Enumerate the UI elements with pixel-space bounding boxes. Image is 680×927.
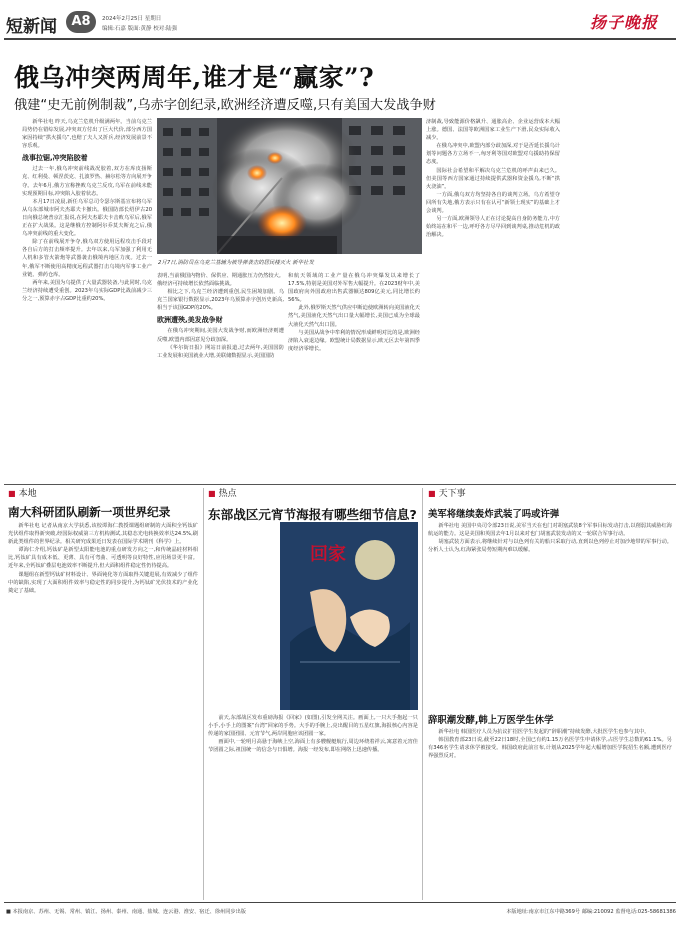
- paragraph: 本月17日凌晨,新任乌军总司令瑟尔斯基宣布将乌军从乌东部城市阿夫杰耶夫卡撤出。俄国防部长绍伊古20日向俄总统普京汇报说,在阿夫杰耶夫卡击败乌军后,俄军正在扩大战果。这是继俄方控制阿尔乔莫夫斯克之后,俄乌冲突前线的重大变化。: [22, 198, 152, 238]
- paragraph: 新华社电 美国中央司令部23日说,美军当天在也门对胡塞武装8个军事目标发动打击,以削弱其威胁红海航运的能力。这是美国和英国去年1月以来对也门胡塞武装发动的又一轮联合军事行动。: [428, 523, 672, 538]
- lead-column-3: [288, 272, 420, 488]
- lead-column-4: [426, 118, 560, 488]
- paragraph: 此外,俄罗斯天然气供应中断迫使欧洲转向美国液化天然气,美国液化天然气出口量大幅增长,美国已成为全球最大液化天然气出口国。: [288, 305, 420, 328]
- section-divider: [4, 484, 676, 485]
- bottom-left-body: [8, 522, 198, 902]
- paragraph: 国际社会希望和平解决乌克兰危机的呼声由来已久。但美国等西方国家通过持续提供武器和资金援乌,不断“拱火浇油”。: [426, 167, 560, 190]
- paragraph: 前天,东部战区发布重磅海报《回家》(如图),引发全网关注。画面上,一只大手抱起一只小手,小手上的图案“台湾”回家的手势。大手的手腕上,亮出醒目的五星红旗,海报核心内容是传递的家国团圆、元宵节气,两岸同胞应该团圆一家。: [208, 715, 418, 738]
- lead-intro: 新华社电 昨天,乌克兰危机升级满两年。当前乌克兰局势仍在错综发展,冲突双方付出了巨大代价,部分西方国家因持续“拱火援乌”,也赔了夫人又折兵,经济发展前景不容乐观。: [22, 119, 152, 150]
- paragraph: 和航天领域的工业产量在俄乌冲突爆发以来增长了17.5%,特别是美国对外军售大幅提升。在2023财年中,美国政府向外国政府出售武器额达809亿美元,同比增长约56%。: [288, 273, 420, 304]
- paragraph: 济制裁,导致能源价格飙升、通胀高企、企业运营成本大幅上涨。德国、法国等欧洲国家工业生产下滑,民众实际收入减少。: [426, 119, 560, 142]
- bottom-mid-section: [208, 488, 418, 500]
- footer-right: 本版地址:南京市江东中路369号 邮编:210092 监督电话:025-58681386: [506, 909, 676, 915]
- paragraph: 过去一年,俄乌冲突前线战况胶着,双方在库皮扬斯克、红利曼、顿涅茨克、扎波罗热、赫尔松等方向展开争夺。去年6月,俄方宣称挫败乌克兰反攻,乌军在前线未能实现预期目标,冲突陷入胶着状态。: [22, 166, 152, 197]
- paragraph: 除了在前线展开争夺,俄乌双方使用远程攻击手段对各自后方的打击频率提升。去年以来,乌军加强了利用无人机和多管火箭炮等武器袭击俄境内地区力度。过去一年,俄军不断使用高精度远程武器打击乌境内军事工业产业链、弹药仓库。: [22, 239, 152, 278]
- paragraph: 新华社电 韩国医疗人员为抗议扩招医学生发起的“辞职潮”持续发酵,大批医学生也参与其中。: [438, 729, 650, 735]
- paragraph: 两年来,美国为乌提供了大量武器装备,与此同时,乌克兰经济持续遭受重创。2023年乌实际GDP比战前减少三分之一,预算赤字占GDP比重约20%。: [22, 279, 152, 302]
- square-bullet-icon: ■: [8, 489, 16, 498]
- section-label: 热点: [218, 489, 237, 499]
- lead-subhead-1: 战事拉锯,冲突陷胶着: [22, 154, 88, 163]
- section-name: 短新闻: [6, 17, 57, 37]
- paragraph: 课题组在新型钙钛矿材料设计、界面钝化等方面取得关键进展,有效减少了组件中的缺陷,实现了大面积组件效率与稳定性的同步提升,为钙钛矿光伏技术的产业化奠定了基础。: [8, 571, 198, 594]
- page-badge: A8: [66, 11, 96, 33]
- paragraph: 与美国从战争中牟利的情况形成鲜明对比的是,欧洲经济陷入衰退边缘。欧盟统计局数据显示,欧元区去年第四季度经济零增长。: [288, 329, 420, 352]
- paragraph: 《华尔街日报》网站日前报道,过去两年,美国国防工业发展和美国就业大增,美联储数据显示,美国国防: [157, 344, 284, 359]
- lead-subhead-2: 欧洲遭殃,美发战争财: [157, 316, 223, 325]
- paragraph: 韩国教育部23日说,截至22日18时,全国已有约1.15万名医学生申请休学,占医学生总数的61.1%。另有346名学生请求休学被接受。韩国政府此前宣布,计划从2025学年起大幅增加医学院招生名额,遭到医疗界强烈反对。: [428, 737, 672, 760]
- poster-image: [280, 522, 418, 710]
- paragraph: 一方面,俄乌双方均坚持各自的谈判立场。乌方希望夺回所有失地,俄方表示只有在认可“新领土现实”的基础上才会谈判。: [426, 191, 560, 215]
- paragraph: 在俄乌冲突中,欧盟内部分歧加深,对于是否延长援乌计划等问题各方立场不一,匈牙利等国对欧盟对乌援助持保留态度。: [426, 143, 560, 166]
- square-bullet-icon: ■: [428, 489, 436, 498]
- footer-rule: [4, 902, 676, 903]
- lead-column-1: [22, 118, 152, 488]
- paragraph: 相比之下,乌克兰经济遭到重创,民生困境加剧。乌克兰国家银行数据显示,2023年乌预算赤字创历史新高,相当于该国GDP的20%。: [157, 289, 284, 312]
- bottom-mid-body: [208, 714, 418, 902]
- reunion-poster-graphic: [280, 522, 418, 710]
- bottom-left-headline: 南大科研团队刷新一项世界纪录: [8, 505, 171, 519]
- date-line: 2024年2月25日 星期日: [102, 16, 162, 22]
- footer-left: ■ 本报南京、苏州、无锡、常州、镇江、扬州、泰州、南通、盐城、连云港、淮安、宿迁、徐州同步出版: [6, 909, 246, 915]
- lead-photo: [157, 118, 422, 254]
- paragraph: 新华社电 记者从南京大学获悉,该校谭海仁教授课题组研制的大面积全钙钛矿光伏组件取得新突破,经国际权威第三方机构测试,其稳态光电转换效率达24.5%,刷新此类组件的世界纪录。相关研究成果近日发表在国际学术期刊《科学》上。: [8, 523, 198, 546]
- section-label: 天下事: [438, 489, 466, 499]
- bottom-left-section: [8, 488, 198, 500]
- burning-building-image: [157, 118, 422, 254]
- paragraph: 画面中,一轮明月高悬于海峡上空,海面上有多艘舰艇航行,周边环绕着祥云,寓意着元宵佳节团圆之际,祖国统一的信念与日俱增。海报一经发布,即在网络上迅速传播。: [208, 739, 418, 754]
- paragraph: 另一方面,欧洲领导人正在讨论提高自身防务能力,中方始终站在和平一边,呼吁各方尽早回到谈判桌,推动危机的政治解决。: [426, 216, 560, 239]
- poster-title: 回家: [310, 544, 346, 565]
- lead-subheadline: 俄建“史无前例制裁”,乌赤字创纪录,欧洲经济遭反噬,只有美国大发战争财: [14, 98, 436, 113]
- paragraph: 在俄乌冲突期间,美国大发战争财,而欧洲经济则遭反噬,欧盟内部因意见分歧加深。: [157, 328, 284, 343]
- column-rule: [422, 488, 423, 900]
- column-rule: [203, 488, 204, 900]
- section-label: 本地: [18, 489, 37, 499]
- square-bullet-icon: ■: [208, 489, 216, 498]
- brand-logo: 扬子晚报: [590, 13, 659, 32]
- bottom-right-section: [428, 488, 668, 500]
- page-header: [0, 0, 680, 44]
- bottom-right-body-1: [428, 522, 672, 708]
- header-rule: [4, 38, 676, 40]
- editor-line: 编辑:石嘉 版面:黄静 校对:陆强: [102, 26, 178, 32]
- bottom-right-body-2: [428, 728, 672, 900]
- paragraph: 表明,当前俄国内物价、保供应、期通胀压力仍然较大。俄经济可持续增长依然面临挑战。: [157, 273, 284, 288]
- photo-caption: 2月7日,消防员在乌克兰基辅为被导弹袭击的居民楼灭火 新华社发: [158, 260, 314, 266]
- paragraph: 谭海仁介绍,钙钛矿是新型太阳能电池的重点研发方向之一,和传统晶硅材料相比,钙钛矿具有成本低、更薄、具有可弯曲、可透明等良好特性,应用场景更丰富。近年来,全钙钛矿叠层电池效率不断提升,但大面积组件稳定性仍待提高。: [8, 547, 198, 570]
- bottom-mid-headline: 东部战区元宵节海报有哪些细节信息?: [208, 507, 417, 522]
- bottom-right-headline-2: 辞职潮发酵,韩上万医学生休学: [428, 715, 554, 726]
- lead-headline: 俄乌冲突两周年,谁才是“赢家”?: [14, 63, 375, 92]
- lead-column-2: [157, 272, 284, 488]
- bottom-right-headline-1: 美军将继续轰炸武装了吗或许弹: [428, 509, 560, 520]
- paragraph: 胡塞武装方面表示,将继续针对与以色列有关的船只采取行动,直到以色列停止对加沙地带的军事行动。分析人士认为,红海紧张局势短期内难以缓解。: [428, 539, 672, 554]
